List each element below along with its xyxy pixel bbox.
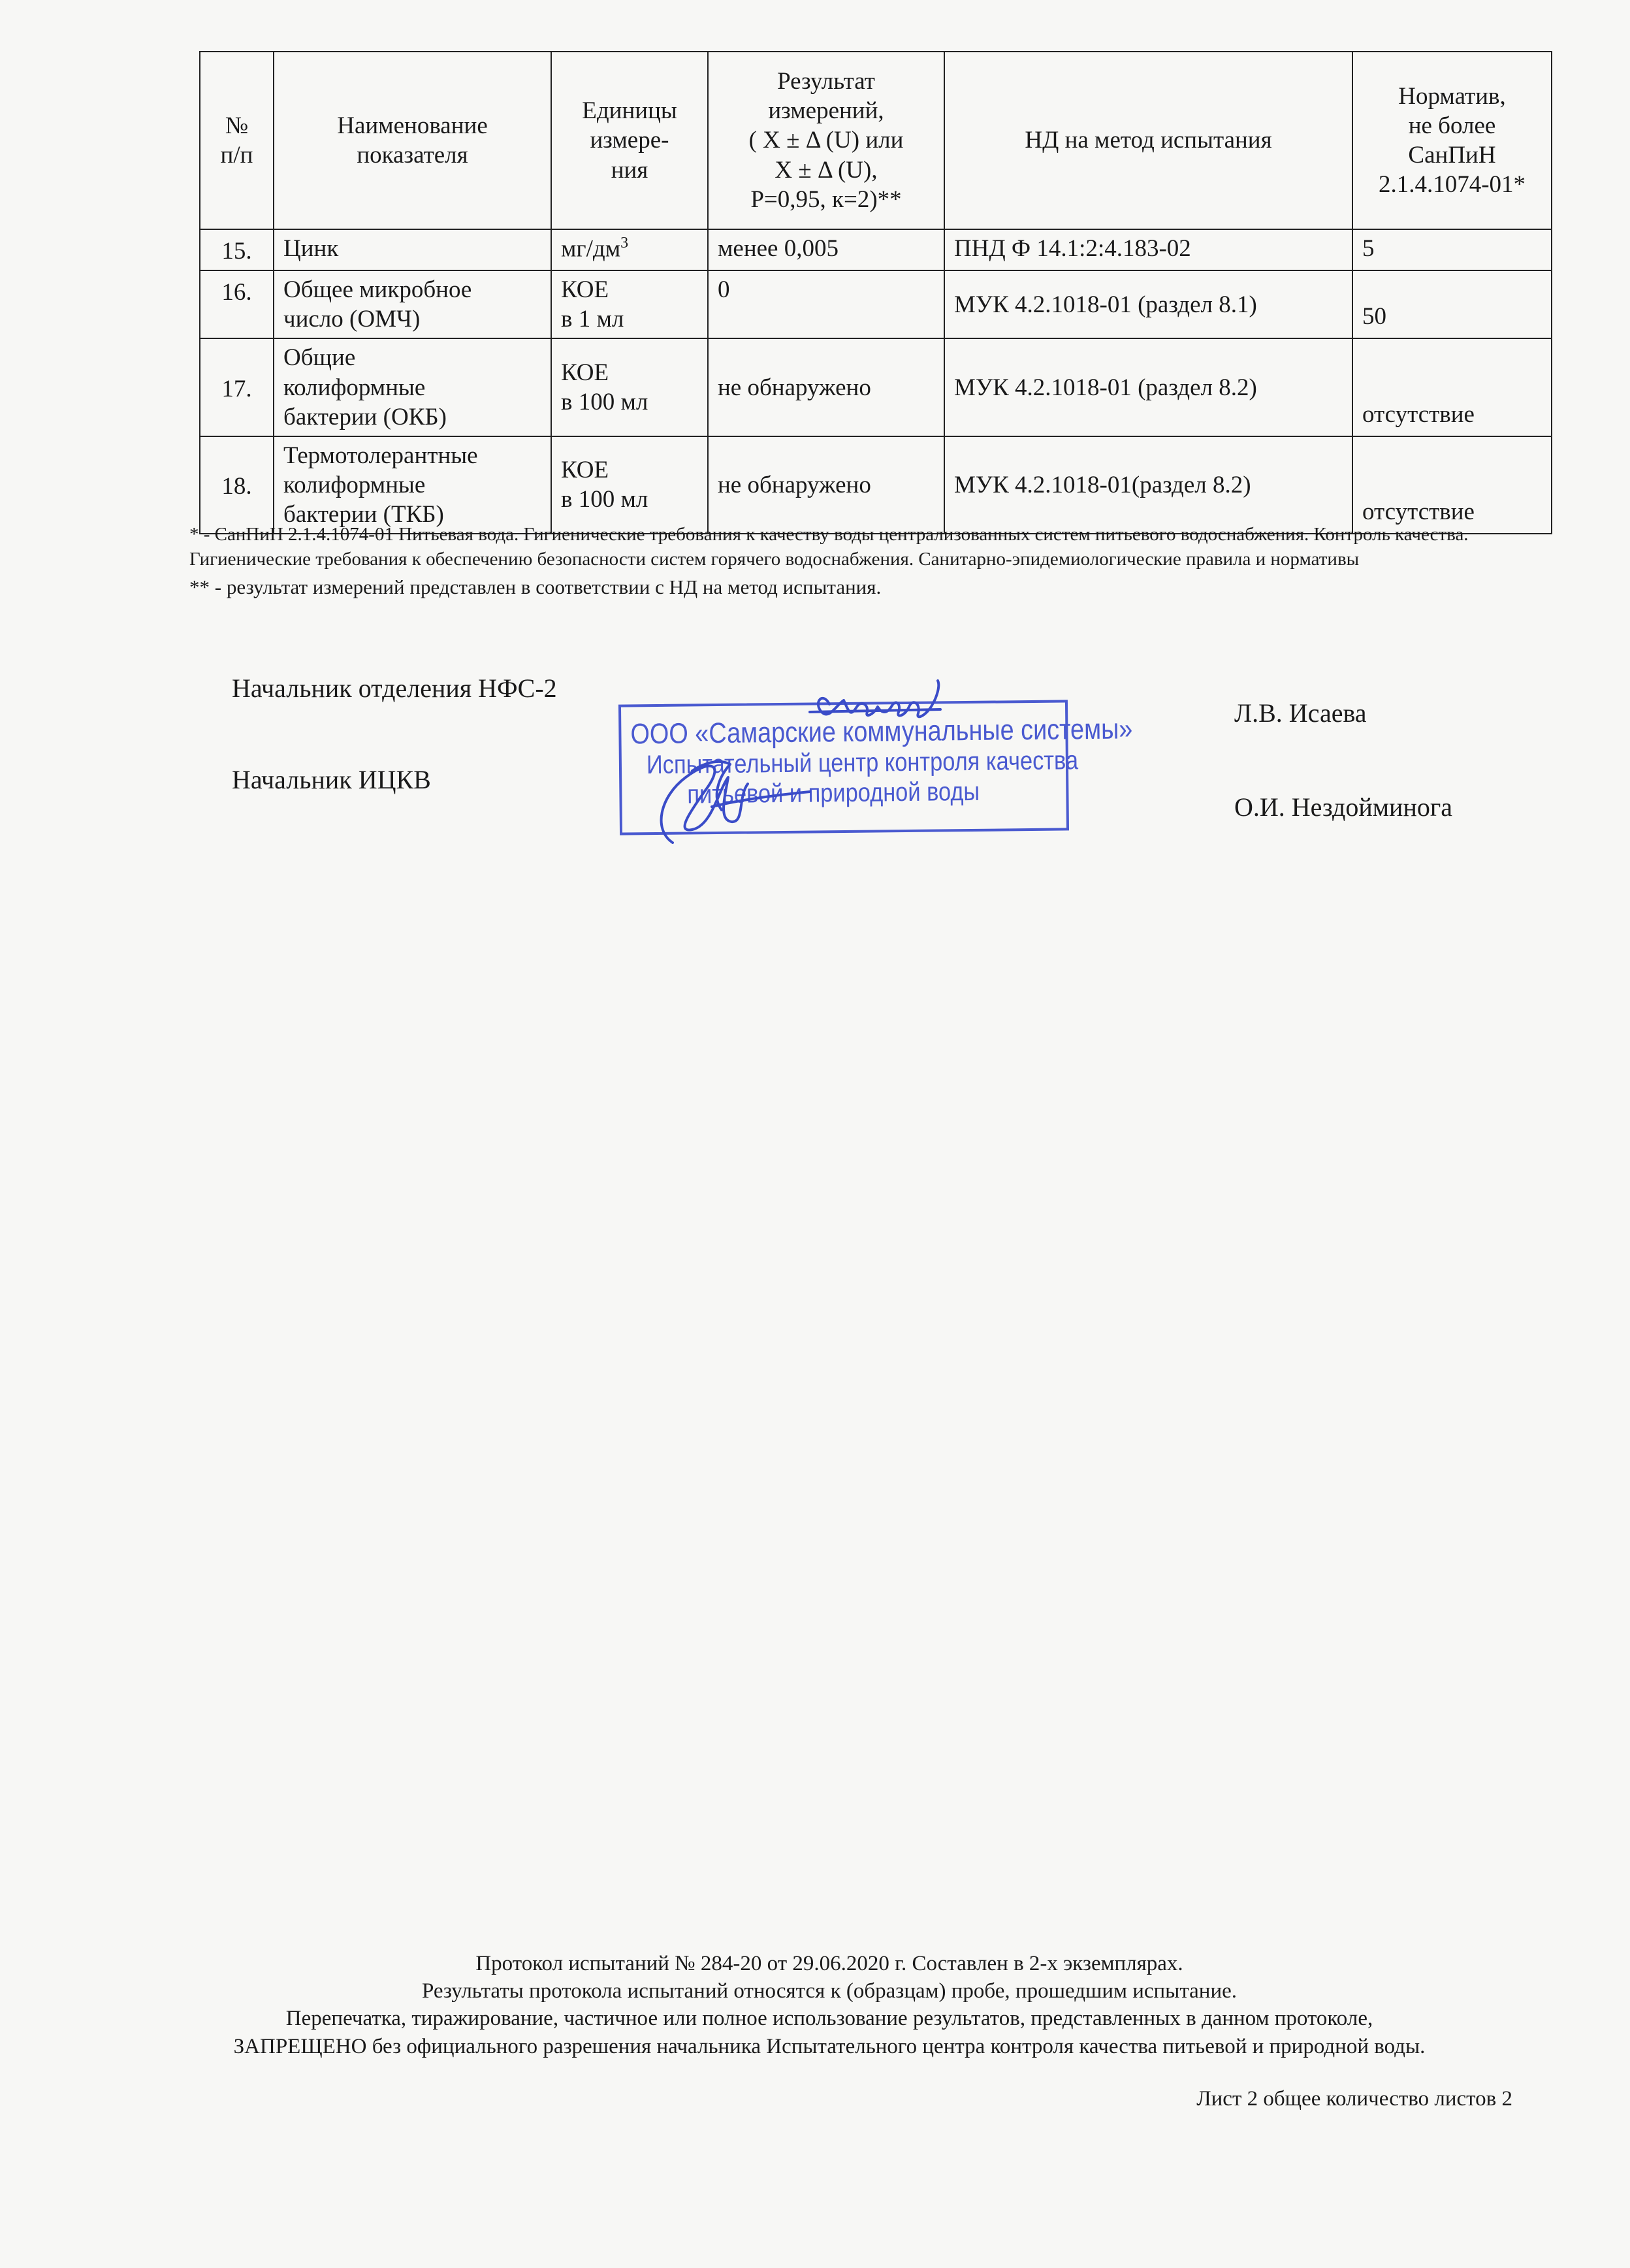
row-name: Цинк — [274, 229, 551, 270]
row-norm: отсутствие — [1352, 436, 1552, 534]
stamp-line-1: ООО «Самарские коммунальные системы» — [630, 713, 1133, 751]
footer-line-1: Протокол испытаний № 284-20 от 29.06.2020 г. Составлен в 2-х экземплярах. — [475, 1952, 1183, 1975]
signature-role-1: Начальник отделения НФС-2 — [232, 673, 557, 703]
table-row — [200, 270, 1552, 338]
row-num: 16. — [200, 270, 274, 338]
row-method: МУК 4.2.1018-01 (раздел 8.2) — [944, 338, 1352, 436]
row-num: 15. — [200, 229, 274, 270]
signature-role-2: Начальник ИЦКВ — [232, 765, 431, 794]
stamp-line-3: питьевой и природной воды — [687, 777, 980, 809]
footer-line-2: Результаты протокола испытаний относятся к (образцам) пробе, прошедшим испытание. — [421, 1979, 1238, 2003]
signature-name-1: Л.В. Исаева — [1234, 698, 1367, 728]
header-units: Единицы измере- ния — [551, 52, 708, 229]
table-row — [200, 338, 1552, 436]
row-result: не обнаружено — [708, 436, 944, 534]
units-sup: 3 — [620, 235, 629, 251]
table-row — [200, 229, 1552, 270]
row-units: КОЕ в 100 мл — [551, 436, 708, 534]
organization-stamp — [618, 700, 1133, 835]
footnotes — [189, 523, 1554, 601]
row-result: не обнаружено — [708, 338, 944, 436]
table-header-row — [200, 52, 1552, 229]
header-num: № п/п — [200, 52, 274, 229]
row-method: МУК 4.2.1018-01 (раздел 8.1) — [944, 270, 1352, 338]
row-method: МУК 4.2.1018-01(раздел 8.2) — [944, 436, 1352, 534]
footnote-sanpin-line2: Гигиенические требования к обеспечению безопасности систем горячего водоснабжения. Санитарно-эпидемиологические правила и нормативы — [189, 548, 1360, 570]
stamp-line-2: Испытательный центр контроля качества — [646, 746, 1079, 780]
row-norm: отсутствие — [1352, 338, 1552, 436]
row-name: Термотолерантные колиформные бактерии (ТКБ) — [274, 436, 551, 534]
row-name: Общее микробное число (ОМЧ) — [274, 270, 551, 338]
row-units — [551, 229, 708, 270]
row-name: Общие колиформные бактерии (ОКБ) — [274, 338, 551, 436]
row-num: 18. — [200, 436, 274, 534]
table-row — [200, 436, 1552, 534]
footnote-sanpin-line1: * - СанПиН 2.1.4.1074-01 Питьевая вода. Гигиенические требования к качеству воды централизованных систем питьевого водоснабжения. Контроль качества. — [189, 524, 1469, 545]
footer-line-3: Перепечатка, тиражирование, частичное или полное использование результатов, представленных в данном протоколе, — [285, 2007, 1373, 2031]
signature-name-2: О.И. Нездойминога — [1234, 792, 1453, 822]
units-text: мг/дм — [561, 235, 621, 263]
header-result: Результат измерений, ( X ± Δ (U) или X ± Δ (U), Р=0,95, к=2)** — [708, 52, 944, 229]
header-name: Наименование показателя — [274, 52, 551, 229]
row-units: КОЕ в 1 мл — [551, 270, 708, 338]
results-table — [199, 51, 1552, 534]
row-result: менее 0,005 — [708, 229, 944, 270]
row-norm: 5 — [1352, 229, 1552, 270]
row-norm: 50 — [1352, 270, 1552, 338]
header-method: НД на метод испытания — [944, 52, 1352, 229]
row-num: 17. — [200, 338, 274, 436]
footnote-measurement: ** - результат измерений представлен в соответствии с НД на метод испытания. — [189, 575, 882, 599]
footer-line-4: ЗАПРЕЩЕНО без официального разрешения начальника Испытательного центра контроля качества питьевой и природной воды. — [233, 2034, 1426, 2058]
row-result: 0 — [708, 270, 944, 338]
header-norm: Норматив, не более СанПиН 2.1.4.1074-01* — [1352, 52, 1552, 229]
row-method: ПНД Ф 14.1:2:4.183-02 — [944, 229, 1352, 270]
footer-text — [131, 1950, 1528, 2060]
row-units: КОЕ в 100 мл — [551, 338, 708, 436]
sheet-number: Лист 2 общее количество листов 2 — [1196, 2087, 1512, 2111]
